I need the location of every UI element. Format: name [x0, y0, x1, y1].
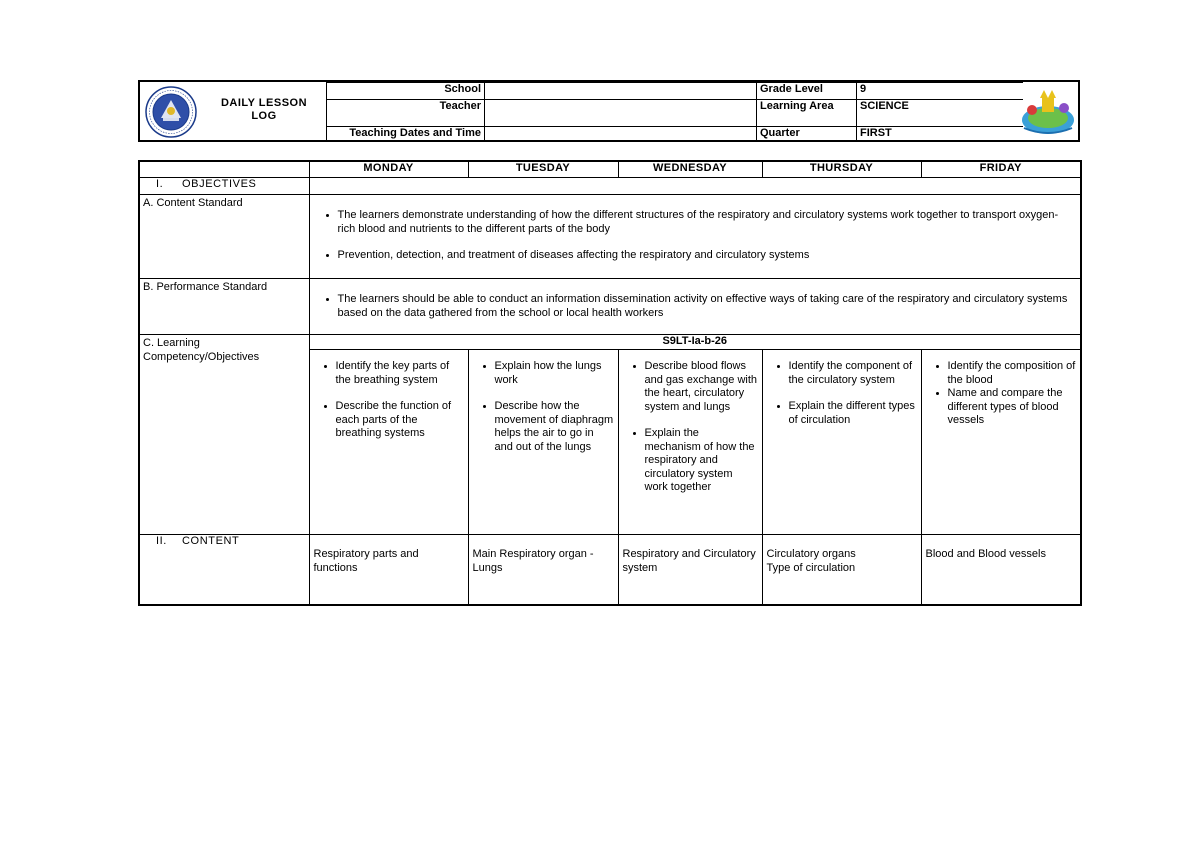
performance-standard-body	[309, 279, 1081, 335]
lesson-log-header	[138, 80, 1080, 142]
content-tuesday: Main Respiratory organ - Lungs	[468, 535, 618, 605]
objectives-section-label	[139, 178, 309, 195]
learning-area-value: SCIENCE	[857, 100, 1023, 127]
header-info-table	[326, 82, 1023, 141]
content-standard-body	[309, 195, 1081, 279]
competency-item: • Explain how the lungs work	[495, 360, 614, 387]
objectives-section-body	[309, 178, 1081, 195]
content-standard-item: • Prevention, detection, and treatment of diseases affecting the respiratory and circulatory systems	[338, 249, 1075, 263]
content-title: CONTENT	[182, 535, 240, 547]
content-thursday-line-1: Circulatory organs	[766, 548, 856, 560]
content-standard-label: A. Content Standard	[139, 195, 309, 279]
content-monday: Respiratory parts and functions	[309, 535, 468, 605]
content-friday: Blood and Blood vessels	[921, 535, 1081, 605]
objectives-number: I.	[156, 178, 164, 190]
deped-seal-icon	[145, 86, 197, 138]
competency-code: S9LT-Ia-b-26	[309, 335, 1081, 350]
title-line-2: LOG	[251, 110, 277, 122]
teacher-value	[485, 100, 757, 127]
teacher-label: Teacher	[327, 100, 485, 127]
competency-friday	[921, 350, 1081, 535]
content-wednesday: Respiratory and Circulatory system	[618, 535, 762, 605]
day-header-thursday: THURSDAY	[762, 161, 921, 178]
competency-monday	[309, 350, 468, 535]
quarter-value: FIRST	[857, 127, 1023, 141]
grade-level-label: Grade Level	[757, 83, 857, 100]
competency-item: • Describe blood flows and gas exchange with the heart, circulatory system and lungs	[645, 360, 758, 414]
competency-wednesday	[618, 350, 762, 535]
competency-item: • Name and compare the different types of blood vessels	[948, 387, 1077, 428]
learning-area-label: Learning Area	[757, 100, 857, 127]
content-section-label	[139, 535, 309, 605]
day-header-wednesday: WEDNESDAY	[618, 161, 762, 178]
competency-item: • Describe how the movement of diaphragm helps the air to go in and out of the lungs	[495, 400, 614, 454]
teaching-dates-value	[485, 127, 757, 141]
competency-item: • Identify the composition of the blood	[948, 360, 1077, 387]
objectives-title: OBJECTIVES	[182, 178, 257, 190]
competency-item: • Identify the key parts of the breathing system	[336, 360, 464, 387]
corner-header-cell	[139, 161, 309, 178]
performance-standard-item: • The learners should be able to conduct an information dissemination activity on effective ways of taking care of the respiratory and circulatory systems based on the data gathered from the school or local health workers	[338, 293, 1075, 320]
content-number: II.	[156, 535, 167, 547]
school-label: School	[327, 83, 485, 100]
competency-item: • Identify the component of the circulatory system	[789, 360, 917, 387]
day-header-tuesday: TUESDAY	[468, 161, 618, 178]
school-emblem-icon	[1018, 88, 1076, 138]
content-thursday	[762, 535, 921, 605]
competency-item: • Explain the different types of circulation	[789, 400, 917, 427]
competency-thursday	[762, 350, 921, 535]
performance-standard-label: B. Performance Standard	[139, 279, 309, 335]
day-header-friday: FRIDAY	[921, 161, 1081, 178]
school-value	[485, 83, 757, 100]
learning-competency-label: C. Learning Competency/Objectives	[139, 335, 309, 535]
day-header-monday: MONDAY	[309, 161, 468, 178]
log-title	[212, 97, 316, 123]
grade-level-value: 9	[857, 83, 1023, 100]
teaching-dates-label: Teaching Dates and Time	[327, 127, 485, 141]
competency-tuesday	[468, 350, 618, 535]
lesson-plan-table	[138, 160, 1082, 606]
competency-item: • Describe the function of each parts of the breathing systems	[336, 400, 464, 441]
content-thursday-line-2: Type of circulation	[766, 561, 856, 574]
content-standard-item: • The learners demonstrate understanding of how the different structures of the respiratory and circulatory systems work together to transport oxygen-rich blood and nutrients to the different parts of the body	[338, 209, 1075, 236]
competency-item: • Explain the mechanism of how the respiratory and circulatory system work together	[645, 427, 758, 495]
quarter-label: Quarter	[757, 127, 857, 141]
title-line-1: DAILY LESSON	[220, 97, 308, 109]
